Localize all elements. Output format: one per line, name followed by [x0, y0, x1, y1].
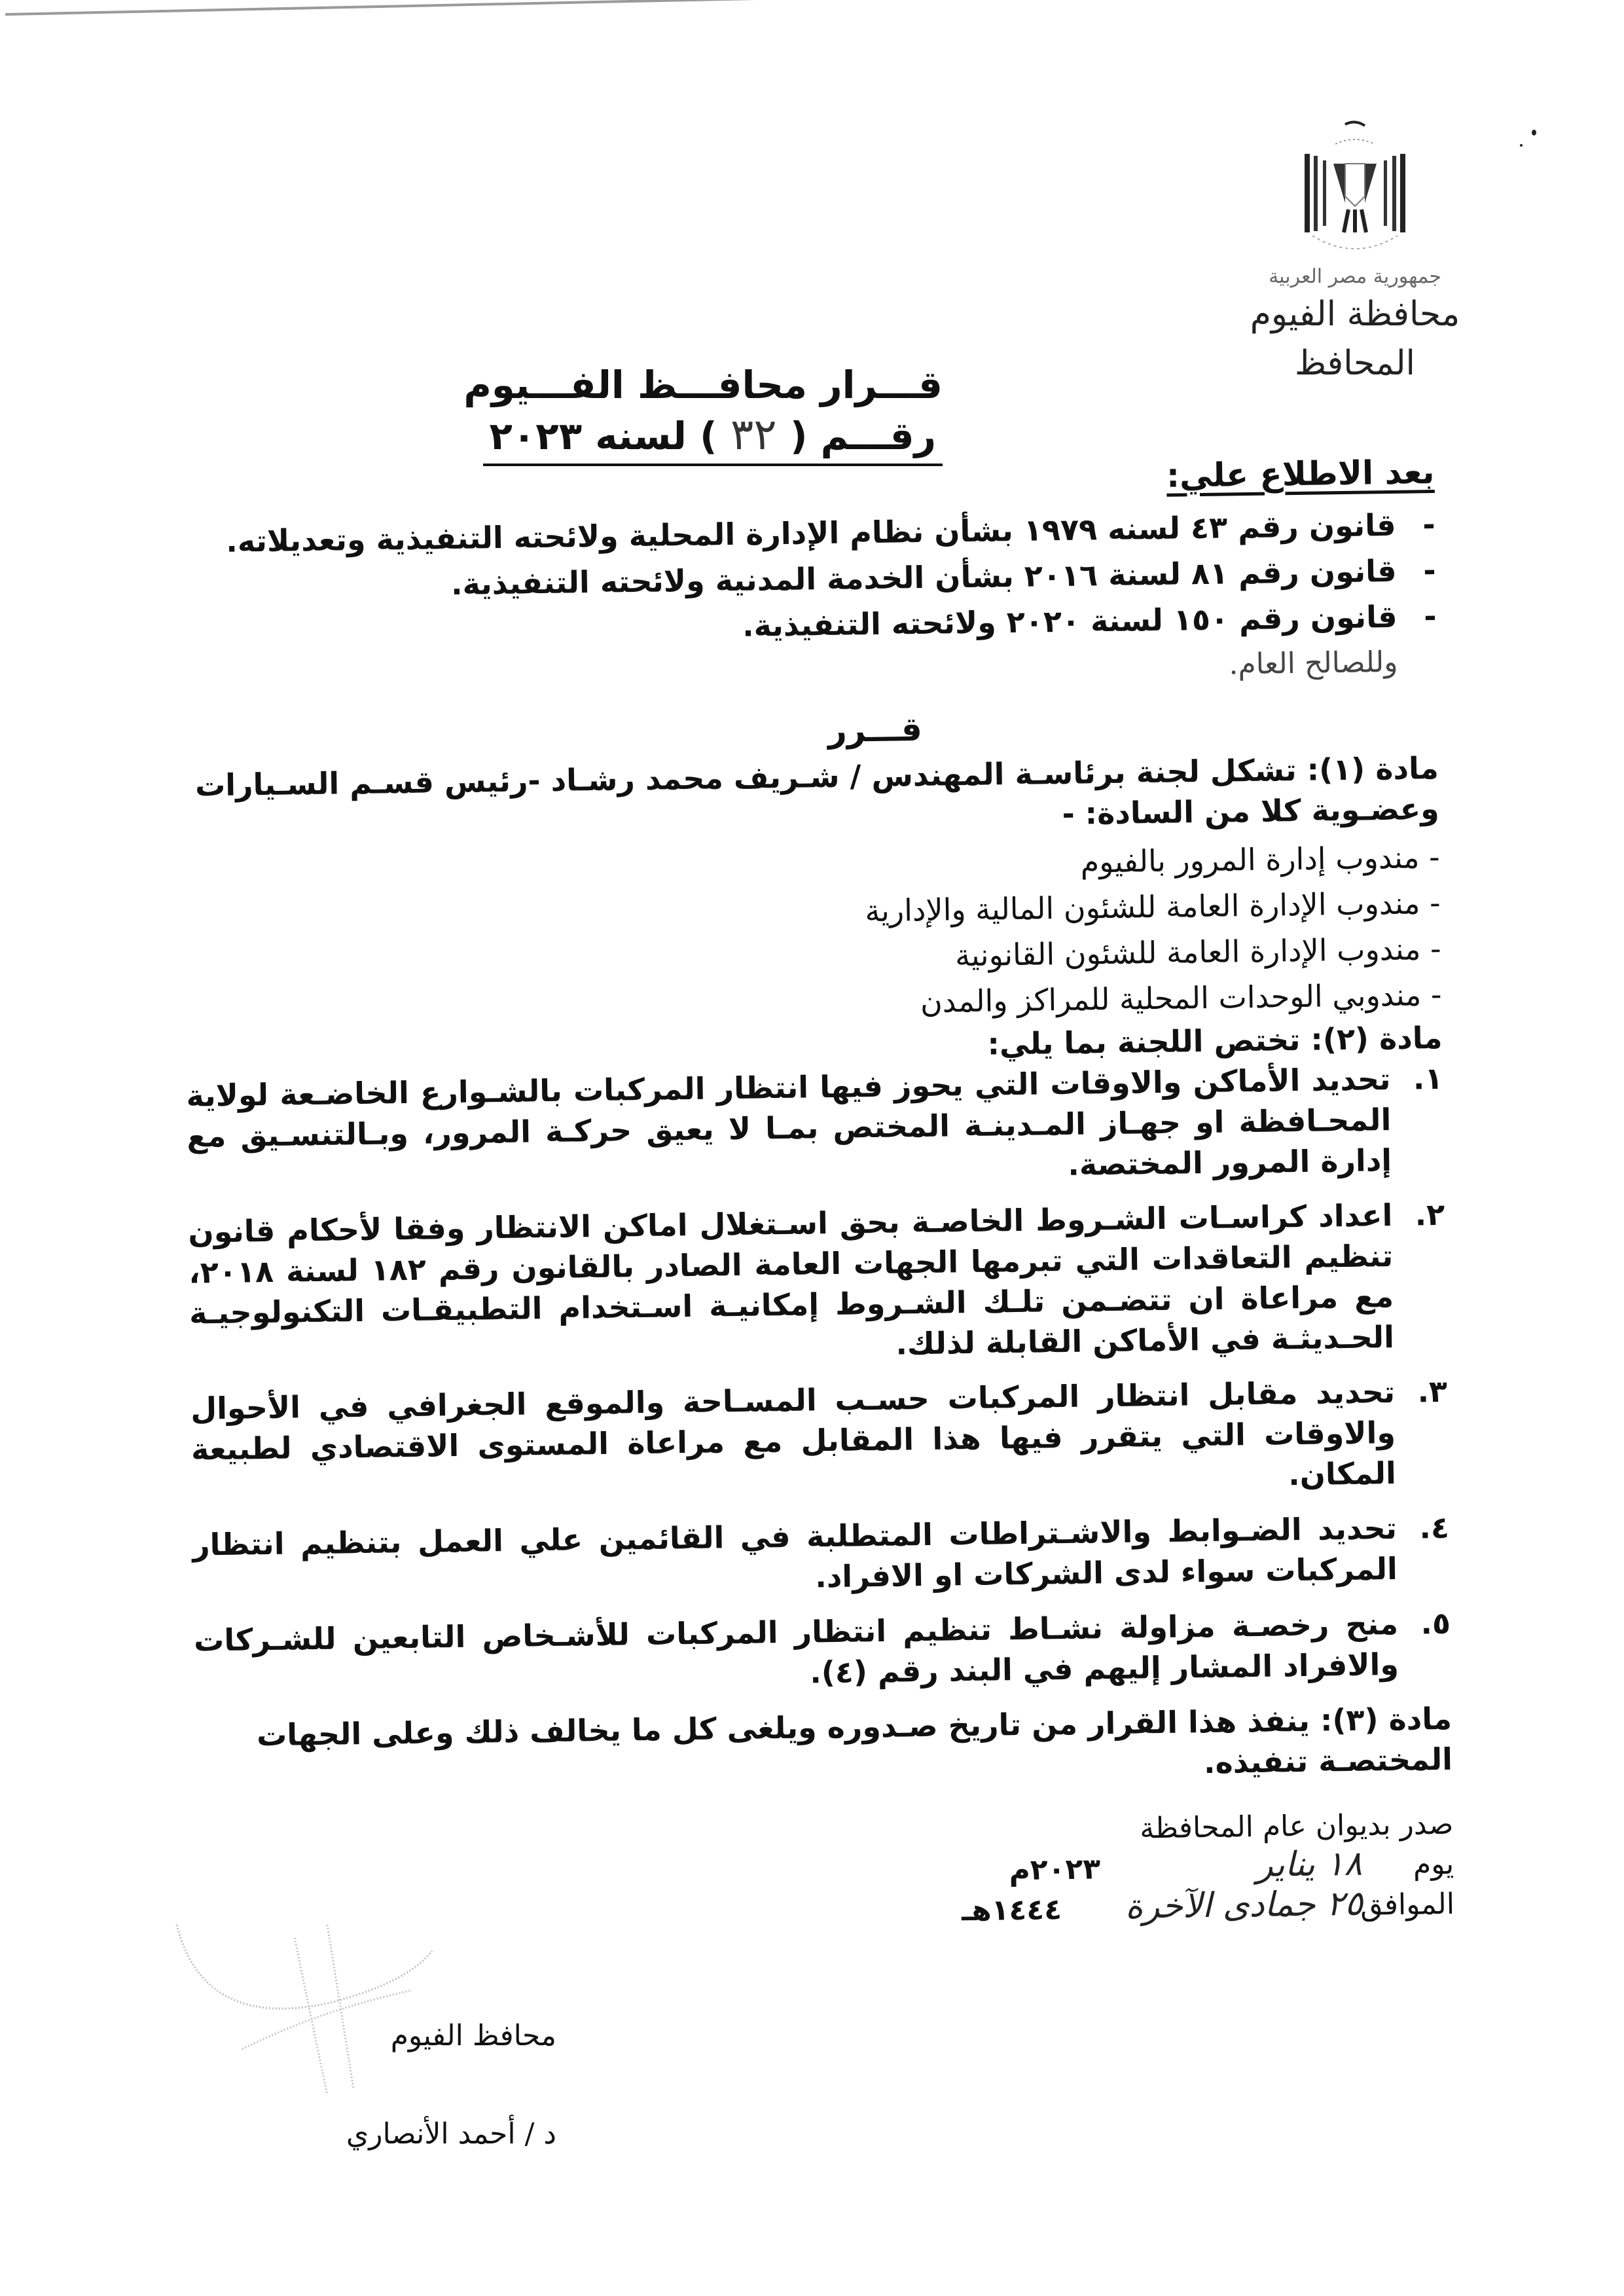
issued-place: صدر بديوان عام المحافظة	[1139, 1807, 1454, 1846]
task-text: تحديد الأماكن والاوقات التي يحوز فيها انتظار المركبات بالشـوارع الخاضـعة لولاية المحـافظة او جهـاز المـدينـة المختص بمـا لا يعيق حركـة المرور، وبـالتنسـيق مع إدارة المرور المختصة.	[186, 1061, 1392, 1182]
scan-edge-line	[5, 0, 1624, 16]
preamble-heading: بعد الاطلاع علي:	[1166, 452, 1435, 495]
public-interest-clause: وللصالح العام.	[1229, 645, 1398, 682]
task-text: اعداد كراسـات الشـروط الخاصـة بحق اسـتغلال اماكن الانتظار وفقا لأحكام قانون تنظيم التعاقدات التي تبرمها الجهات العامة الصادر بالقانون رقم ١٨٢ لسنة ٢٠١٨، مع مراعاة ان تتضـمن تلـك الشـروط إمكانيـة اسـتخدام التطبيقـات التكنولوجيـة الحـديثـة في الأماكن القابلة لذلك.	[188, 1197, 1395, 1362]
task-text: تحديد الضـوابط والاشـتراطات المتطلبة في القائمين علي العمل بتنظيم انتظار المركبات سواء لدى الشركات او الافراد.	[192, 1510, 1398, 1595]
scan-speck	[1520, 144, 1523, 147]
committee-member: - مندوبي الوحدات المحلية للمراكز والمدن	[185, 972, 1442, 1035]
task-number: ٤.	[1419, 1509, 1450, 1546]
committee-task	[190, 1372, 1448, 1510]
committee-task	[192, 1508, 1450, 1606]
article-3: مادة (٣): ينفذ هذا القرار من تاريخ صـدوره ويلغى كل ما يخالف ذلك وعلى الجهات المختصـة تنفيذه.	[256, 1700, 1453, 1781]
signature-block	[216, 2016, 556, 2154]
hijri-year: ١٤٤٤هـ	[961, 1893, 1062, 1928]
committee-tasks	[186, 1058, 1451, 1702]
committee-members	[183, 834, 1442, 1035]
day-label: يوم	[1413, 1847, 1454, 1882]
decree-word: قـــرر	[827, 710, 923, 750]
article-2-heading: مادة (٢): تختص اللجنة بما يلي:	[987, 1019, 1443, 1062]
decree-title	[463, 360, 943, 466]
eagle-emblem-icon	[1299, 118, 1411, 262]
day-handwritten: ١٨ يناير	[1256, 1844, 1363, 1885]
decree-title-line: قـــرار محافـــظ الفـــيوم	[463, 363, 943, 407]
law-reference: - قانون رقم ٤٣ لسنه ١٩٧٩ بشأن نظام الإدارة المحلية ولائحته التنفيذية وتعديلاته.	[178, 505, 1396, 562]
letterhead-republic: جمهورية مصر العربية	[1269, 265, 1441, 288]
decree-number-prefix: رقـــم (	[789, 414, 936, 458]
decree-number-handwritten: ٣٢	[730, 409, 777, 460]
law-references	[178, 504, 1437, 654]
scan-speck	[1532, 130, 1536, 136]
letterhead-office: المحافظ	[1295, 344, 1415, 383]
task-number: ٥.	[1420, 1605, 1451, 1641]
committee-member: - مندوب إدارة المرور بالفيوم	[183, 834, 1440, 898]
gregorian-year: ٢٠٢٣م	[1009, 1852, 1101, 1887]
hijri-label: الموافق	[1360, 1887, 1455, 1922]
task-number: ٢.	[1415, 1196, 1445, 1233]
committee-member: - مندوب الإدارة العامة للشئون المالية والإدارية	[183, 880, 1441, 943]
decree-body	[177, 452, 1454, 1941]
task-number: ٣.	[1417, 1373, 1448, 1410]
committee-task	[186, 1059, 1443, 1197]
letterhead-governorate: محافظة الفيوم	[1250, 295, 1460, 334]
law-reference: - قانون رقم ٨١ لسنة ٢٠١٦ بشأن الخدمة المدنية ولائحته التنفيذية.	[179, 551, 1397, 608]
article-1: مادة (١): تشكل لجنة برئاسـة المهندس / شـريف محمد رشـاد -رئيس قسـم السـيارات وعضـوية كلا من السادة: -	[194, 750, 1439, 831]
task-text: منح رخصـة مزاولة نشـاط تنظيم انتظار المركبات للأشـخاص التابعين للشـركات والافراد المشار إليهم في البند رقم (٤).	[193, 1605, 1399, 1690]
committee-task	[188, 1195, 1445, 1374]
hijri-handwritten: ٢٥ جمادى الآخرة	[1125, 1884, 1363, 1927]
decree-number-suffix: ) لسنه ٢٠٢٣	[489, 414, 717, 458]
law-reference: - قانون رقم ١٥٠ لسنة ٢٠٢٠ ولائحته التنفيذية.	[179, 596, 1398, 654]
committee-member: - مندوب الإدارة العامة للشئون القانونية	[184, 926, 1441, 989]
signatory-title: محافظ الفيوم	[390, 2019, 556, 2052]
task-text: تحديد مقابل انتظار المركبات حسـب المسـاحة والموقع الجغرافي في الأحوال والاوقات التي يتقرر فيها هذا المقابل مع مراعاة المستوى الاقتصادي لطبيعة المكان.	[190, 1374, 1397, 1493]
signatory-name: د / أحمد الأنصاري	[346, 2117, 556, 2151]
letterhead	[1231, 85, 1479, 412]
committee-task	[193, 1603, 1451, 1702]
task-number: ١.	[1413, 1060, 1443, 1097]
decree-number-line	[483, 410, 943, 466]
